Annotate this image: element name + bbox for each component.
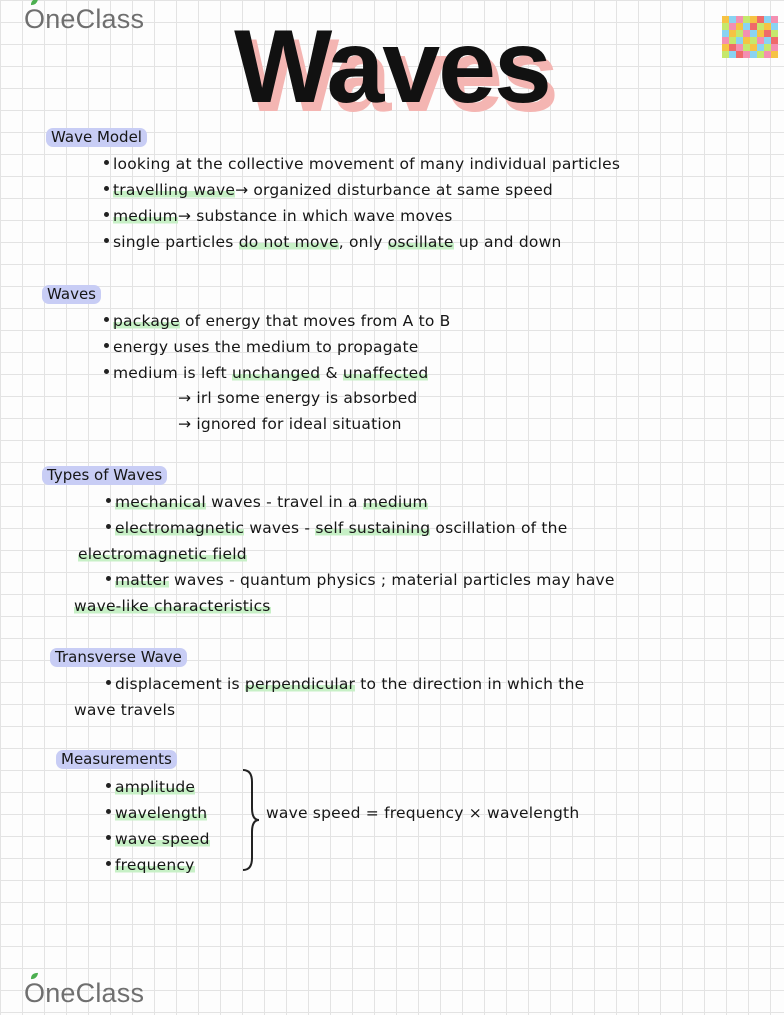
leaf-icon [30, 0, 39, 6]
list-item: medium is left unchanged & unaffected [104, 362, 428, 384]
list-item-continuation: wave travels [74, 701, 176, 719]
list-item: matter waves - quantum physics ; material particles may have [106, 569, 615, 591]
oneclass-logo-bottom [24, 978, 144, 1009]
sub-list-item: → irl some energy is absorbed [178, 389, 418, 407]
section-heading-types-of-waves: Types of Waves [42, 466, 167, 485]
section-heading-waves: Waves [42, 285, 101, 304]
list-item: displacement is perpendicular to the direction in which the [106, 673, 584, 695]
list-item-continuation: electromagnetic field [78, 545, 247, 563]
curly-brace-icon [240, 768, 260, 872]
leaf-icon [30, 972, 39, 980]
logo-text: OneClass [24, 4, 145, 34]
list-item: package of energy that moves from A to B [104, 310, 451, 332]
wave-speed-formula: wave speed = frequency × wavelength [266, 804, 580, 822]
list-item: medium→ substance in which wave moves [104, 205, 453, 227]
list-item: electromagnetic waves - self sustaining oscillation of the [106, 517, 567, 539]
list-item: single particles do not move, only oscillate up and down [104, 231, 561, 253]
section-heading-wave-model: Wave Model [46, 128, 147, 147]
section-heading-transverse-wave: Transverse Wave [50, 648, 187, 667]
list-item-continuation: wave-like characteristics [74, 597, 271, 615]
list-item: amplitude [106, 776, 195, 798]
section-heading-measurements: Measurements [56, 750, 177, 769]
list-item: looking at the collective movement of many individual particles [104, 153, 620, 175]
sub-list-item: → ignored for ideal situation [178, 415, 402, 433]
list-item: travelling wave→ organized disturbance at same speed [104, 179, 553, 201]
list-item: frequency [106, 854, 195, 876]
logo-text: OneClass [24, 978, 145, 1008]
list-item: wave speed [106, 828, 210, 850]
list-item: wavelength [106, 802, 207, 824]
list-item: energy uses the medium to propagate [104, 336, 419, 358]
page-title: Waves [234, 9, 550, 125]
list-item: mechanical waves - travel in a medium [106, 491, 428, 513]
